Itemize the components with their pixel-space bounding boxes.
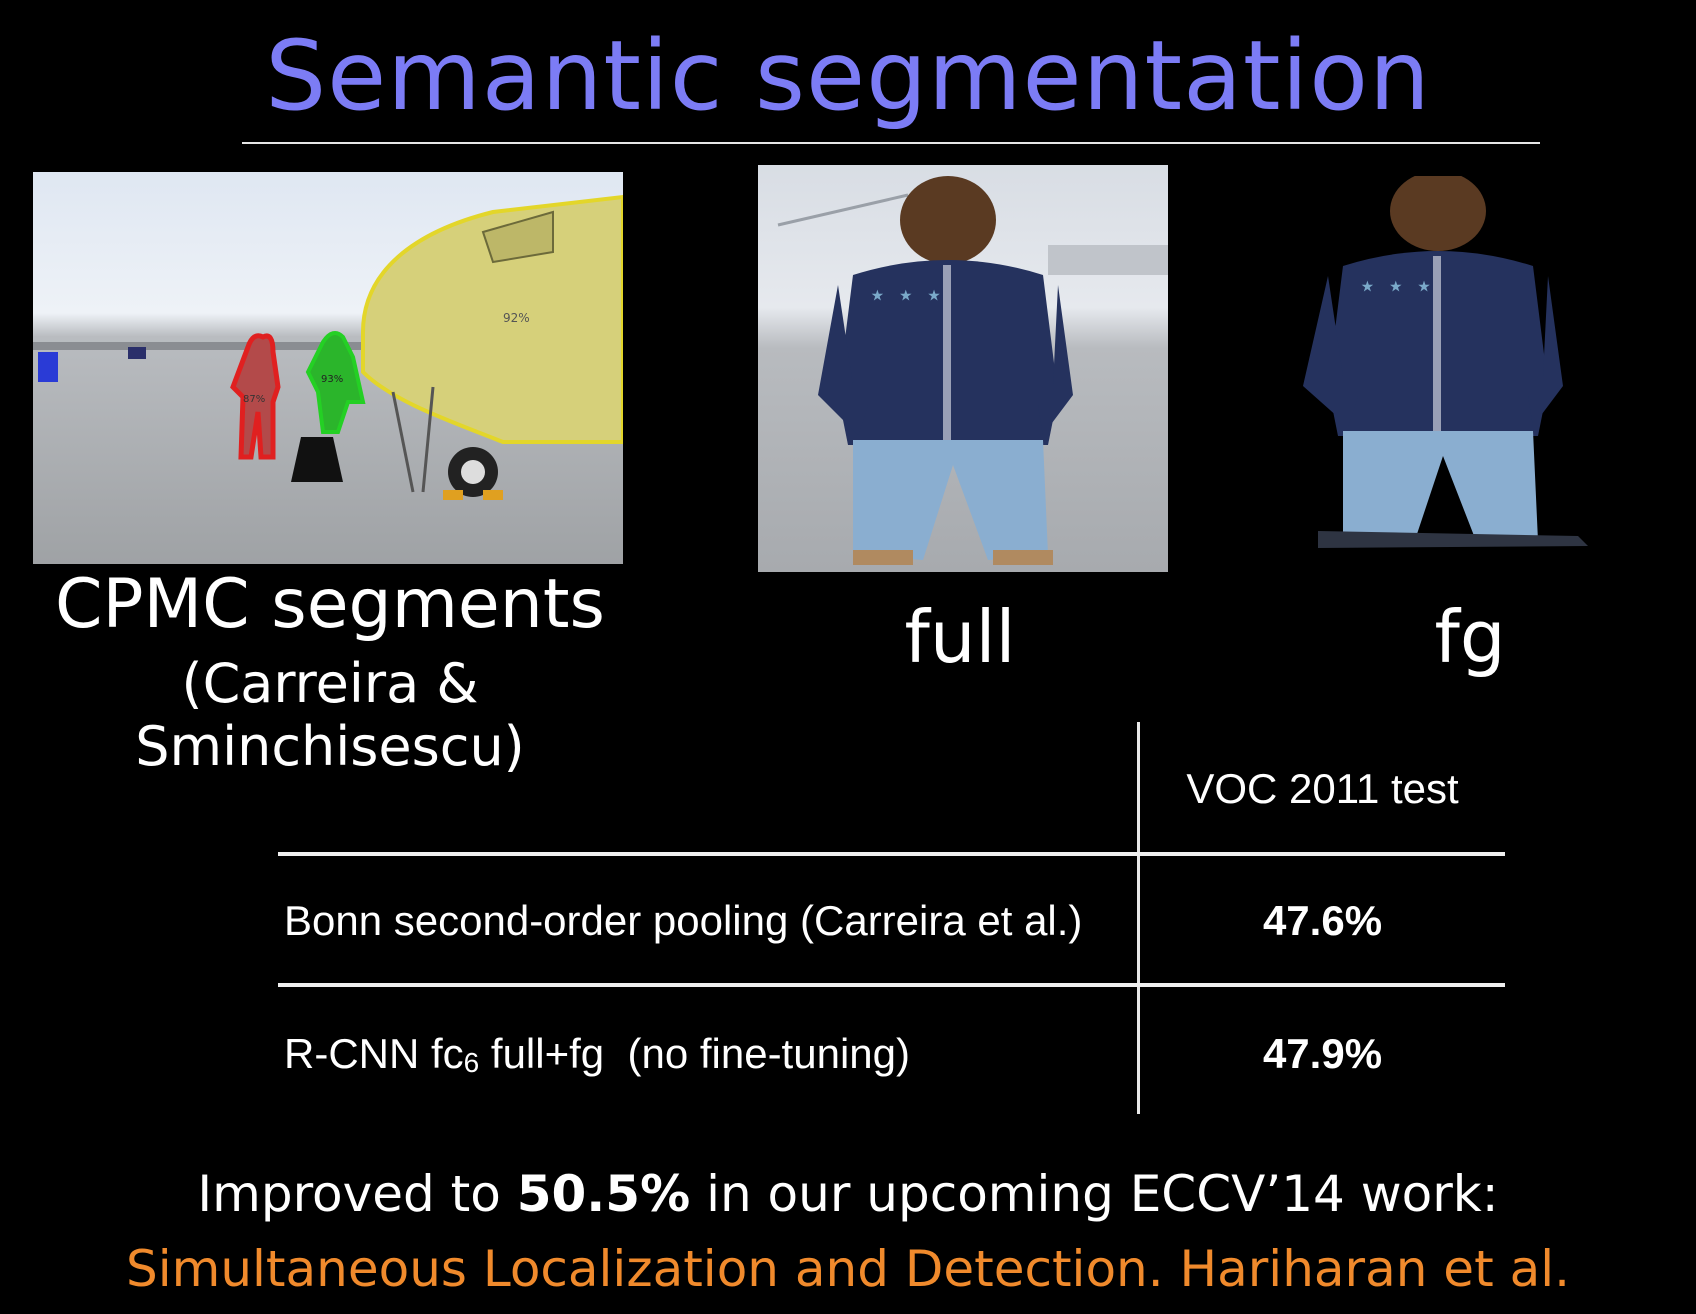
- method-subscript: 6: [463, 1047, 480, 1078]
- table-row-divider: [278, 983, 1505, 987]
- full-region-image: [758, 165, 1168, 572]
- improvement-note: [0, 1165, 1696, 1223]
- svg-text:⋆ ⋆ ⋆: ⋆ ⋆ ⋆: [868, 278, 944, 313]
- segment-label-green-person: 93%: [321, 374, 344, 385]
- title-divider: [242, 142, 1540, 144]
- table-row-method: [284, 1030, 910, 1079]
- cpmc-caption: CPMC segments: [55, 565, 605, 644]
- svg-text:⋆ ⋆ ⋆: ⋆ ⋆ ⋆: [1358, 269, 1434, 304]
- cpmc-segments-image: [33, 172, 623, 564]
- improvement-prefix: Improved to: [197, 1165, 517, 1223]
- foreground-region-image: [1258, 176, 1668, 564]
- full-caption: full: [904, 595, 1016, 679]
- method-prefix: R-CNN fc: [284, 1030, 464, 1077]
- table-header-divider: [278, 852, 1505, 856]
- segment-label-plane: 92%: [503, 311, 530, 325]
- improvement-value: 50.5%: [516, 1165, 691, 1223]
- method-suffix: full+fg (no fine-tuning): [479, 1030, 910, 1077]
- cpmc-citation: (Carreira & Sminchisescu): [135, 652, 525, 778]
- table-row-value: 47.6%: [1262, 897, 1383, 944]
- table-row-value: 47.9%: [1262, 1030, 1383, 1077]
- improvement-suffix: in our upcoming ECCV’14 work:: [690, 1165, 1499, 1223]
- citation-reference: Simultaneous Localization and Detection. Hariharan et al.: [126, 1240, 1570, 1298]
- table-row-method: Bonn second-order pooling (Carreira et al.): [284, 897, 1083, 944]
- slide-title: Semantic segmentation: [265, 20, 1431, 132]
- segment-label-red-person: 87%: [243, 394, 266, 405]
- fg-caption: fg: [1434, 595, 1506, 679]
- table-column-header: VOC 2011 test: [1186, 765, 1459, 812]
